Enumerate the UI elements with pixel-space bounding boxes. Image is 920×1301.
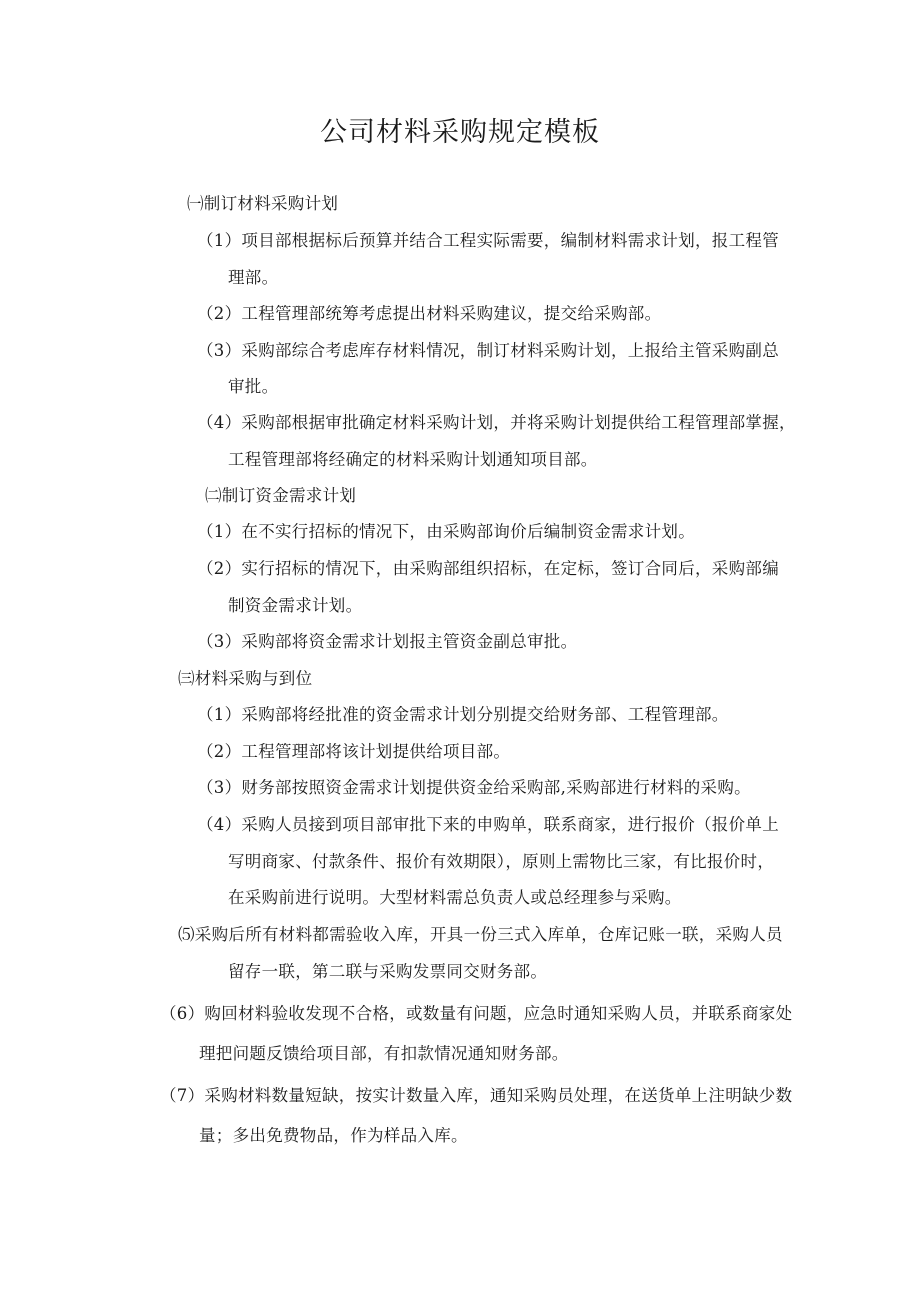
paragraph-line: ⑸采购后所有材料都需验收入库，开具一份三式入库单，仓库记账一联，采购人员 <box>178 925 783 944</box>
paragraph-line: 工程管理部将经确定的材料采购计划通知项目部。 <box>228 450 598 469</box>
paragraph-line: 留存一联，第二联与采购发票同交财务部。 <box>228 962 548 981</box>
paragraph-line: （2）工程管理部将该计划提供给项目部。 <box>197 742 511 761</box>
paragraph-line: 制资金需求计划。 <box>228 596 363 615</box>
paragraph-line: （2）工程管理部统筹考虑提出材料采购建议，提交给采购部。 <box>197 304 662 323</box>
paragraph-line: （3）采购部综合考虑库存材料情况，制订材料采购计划，上报给主管采购副总 <box>197 341 779 360</box>
paragraph-line: （4）采购部根据审批确定材料采购计划，并将采购计划提供给工程管理部掌握， <box>197 413 796 432</box>
paragraph-line: （1）采购部将经批准的资金需求计划分别提交给财务部、工程管理部。 <box>197 705 729 724</box>
paragraph-line: （2）实行招标的情况下，由采购部组织招标，在定标，签订合同后，采购部编 <box>197 559 779 578</box>
section-heading-3: ㈢材料采购与到位 <box>178 669 313 688</box>
paragraph-line: （3）财务部按照资金需求计划提供资金给采购部,采购部进行材料的采购。 <box>197 778 751 797</box>
paragraph-line: （7）采购材料数量短缺，按实计数量入库，通知采购员处理，在送货单上注明缺少数 <box>160 1086 793 1105</box>
paragraph-line: 在采购前进行说明。大型材料需总负责人或总经理参与采购。 <box>228 888 682 907</box>
section-heading-2: ㈡制订资金需求计划 <box>205 486 357 505</box>
paragraph-line: （1）项目部根据标后预算并结合工程实际需要，编制材料需求计划，报工程管 <box>197 231 779 250</box>
paragraph-line: （6）购回材料验收发现不合格，或数量有问题，应急时通知采购人员，并联系商家处 <box>160 1004 793 1023</box>
paragraph-line: （3）采购部将资金需求计划报主管资金副总审批。 <box>197 632 578 651</box>
paragraph-line: 理把问题反馈给项目部，有扣款情况通知财务部。 <box>199 1044 569 1063</box>
paragraph-line: 审批。 <box>228 377 279 396</box>
paragraph-line: （4）采购人员接到项目部审批下来的申购单，联系商家，进行报价（报价单上 <box>197 815 779 834</box>
paragraph-line: 量；多出免费物品，作为样品入库。 <box>199 1126 468 1145</box>
document-title: 公司材料采购规定模板 <box>320 117 600 148</box>
paragraph-line: 理部。 <box>228 268 279 287</box>
section-heading-1: ㈠制订材料采购计划 <box>187 194 339 213</box>
paragraph-line: （1）在不实行招标的情况下，由采购部询价后编制资金需求计划。 <box>197 522 695 541</box>
paragraph-line: 写明商家、付款条件、报价有效期限），原则上需物比三家，有比报价时， <box>228 852 775 871</box>
